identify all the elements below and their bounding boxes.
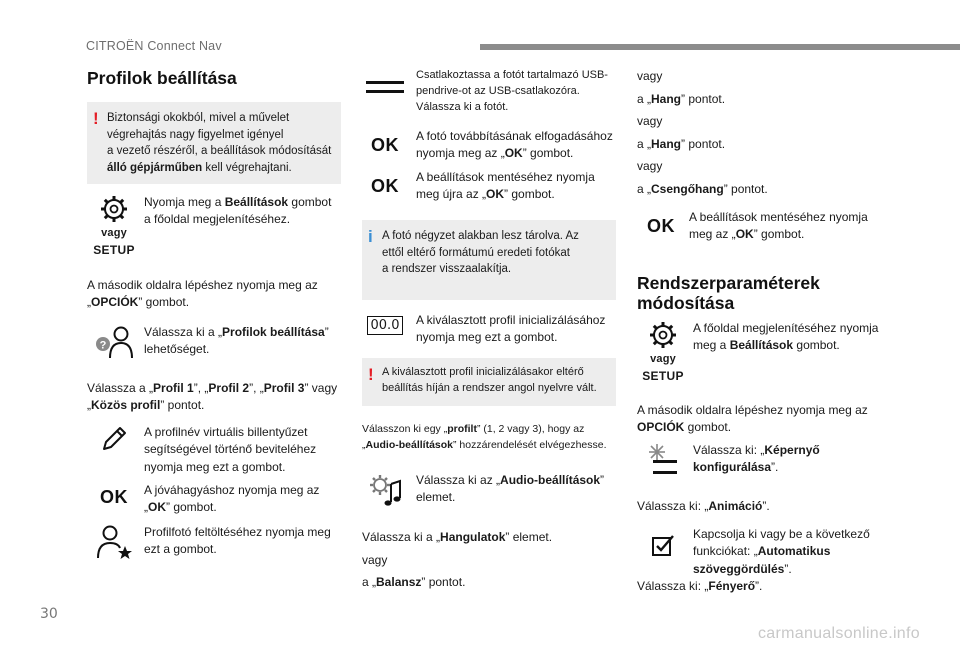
balance-paragraph: a „Balansz” pontot. (362, 575, 466, 589)
ringtone-paragraph: a „Csengőhang” pontot. (637, 182, 768, 196)
watermark: carmanualsonline.info (758, 625, 920, 642)
photo-format-info-note: i A fotó négyzet alakban lesz tárolva. Az ettől eltérő formátumú eredeti fotókat a rendszer visszaalakítja. (362, 220, 616, 300)
setup-instruction-text: Nyomja meg a Beállítások gombot a főoldal megjelenítéséhez. (144, 195, 332, 227)
audio-profile-note: Válasszon ki egy „profilt” (1, 2 vagy 3), hogy az „Audio-beállítások” hozzárendelését elvégezhesse. (362, 423, 607, 451)
vagy-label: vagy (101, 227, 127, 239)
ok-button-icon: OK (100, 487, 128, 507)
profile-photo-icon (94, 524, 134, 560)
usb-drive-icon (365, 80, 405, 94)
warning-exclamation-icon: ! (93, 109, 99, 128)
screen-config-row: Válassza ki: „Képernyő konfigurálása”. (637, 442, 897, 477)
reset-language-warning: ! A kiválasztott profil inicializálásakor eltérő beállítás híján a rendszer angol nyelvre vált. (362, 358, 616, 406)
section-heading-system: Rendszerparaméterek módosítása (637, 273, 820, 314)
save-again-row: OK A beállítások mentéséhez nyomja meg újra az „OK” gombot. (371, 170, 595, 202)
manual-header-title: CITROËN Connect Nav (86, 39, 222, 53)
system-options-paragraph: A második oldalra lépéshez nyomja meg az OPCIÓK gombot. (637, 403, 868, 435)
gear-icon (99, 194, 129, 224)
svg-text:?: ? (99, 339, 107, 352)
audio-settings-row: Válassza ki az „Audio-beállítások” elemet. (362, 472, 622, 508)
profile-name-row: A profilnév virtuális billentyűzet segítségével történő beviteléhez nyomja meg ezt a gombot. (88, 424, 344, 476)
options-paragraph: A második oldalra lépéshez nyomja meg az „OPCIÓK” gombot. (87, 278, 318, 310)
or-label: vagy (637, 114, 663, 128)
system-setup-row: vagy SETUP A főoldal megjelenítéséhez nyomja meg a Beállítások gombot. (637, 320, 897, 385)
ok-button-icon: OK (647, 216, 675, 236)
confirm-row: OK A jóváhagyáshoz nyomja meg az „OK” gombot. (100, 483, 320, 515)
reset-button-icon: 00.0 (367, 316, 404, 335)
profile-photo-row: Profilfotó feltöltéséhez nyomja meg ezt a gombot. (88, 524, 344, 560)
checkbox-icon (650, 532, 676, 558)
photo-accept-row: OK A fotó továbbításának elfogadásához nyomja meg az „OK” gombot. (371, 129, 613, 161)
warning-line: végrehajtás nagy figyelmet igényel (107, 128, 284, 141)
pencil-icon (99, 424, 129, 454)
header-bar (480, 44, 960, 50)
or-label: vagy (362, 553, 388, 567)
setup-label: SETUP (642, 368, 684, 383)
usb-row: Csatlakoztassa a fotót tartalmazó USB- pendrive-ot az USB-csatlakozóra. Válassza ki a fotót. (362, 68, 622, 116)
sound-paragraph: a „Hang” pontot. (637, 92, 726, 106)
vagy-label: vagy (650, 353, 676, 365)
brightness-paragraph: Válassza ki: „Fényerő”. (637, 579, 763, 593)
auto-scroll-row: Kapcsolja ki vagy be a következő funkciókat: „Automatikus szöveggördülés”. (637, 526, 897, 578)
ambience-paragraph: Válassza ki a „Hangulatok” elemet. (362, 530, 553, 544)
profile-settings-icon (94, 324, 134, 360)
section-heading-profiles: Profilok beállítása (87, 68, 237, 88)
animation-paragraph: Válassza ki: „Animáció”. (637, 499, 770, 513)
warning-line: a vezető részéről, a beállítások módosítását (107, 145, 332, 158)
ok-button-icon: OK (371, 176, 399, 196)
info-icon: i (368, 227, 373, 246)
or-label: vagy (637, 69, 663, 83)
screen-config-icon (647, 442, 679, 476)
warning-exclamation-icon: ! (368, 365, 374, 384)
setup-instruction-row (88, 194, 344, 259)
safety-warning-note (87, 102, 341, 184)
gear-icon (648, 320, 678, 350)
warning-line: álló gépjárműben kell végrehajtani. (107, 162, 292, 175)
save-settings-row: OK A beállítások mentéséhez nyomja meg az „OK” gombot. (647, 210, 868, 242)
profile-reset-row: 00.0 A kiválasztott profil inicializálásához nyomja meg ezt a gombot. (362, 312, 622, 347)
ok-button-icon: OK (371, 135, 399, 155)
page-number: 30 (40, 606, 58, 622)
sound-paragraph: a „Hang” pontot. (637, 137, 726, 151)
setup-label: SETUP (93, 242, 135, 257)
or-label: vagy (637, 159, 663, 173)
warning-line: Biztonsági okokból, mivel a művelet (107, 112, 290, 124)
profile-choice-paragraph: Válassza a „Profil 1”, „Profil 2”, „Profil 3” vagy „Közös profil” pontot. (87, 381, 338, 413)
profile-settings-row: ? Válassza ki a „Profilok beállítása” lehetőséget. (88, 324, 344, 360)
setup-icon-group (88, 194, 140, 259)
audio-settings-icon (367, 472, 403, 508)
